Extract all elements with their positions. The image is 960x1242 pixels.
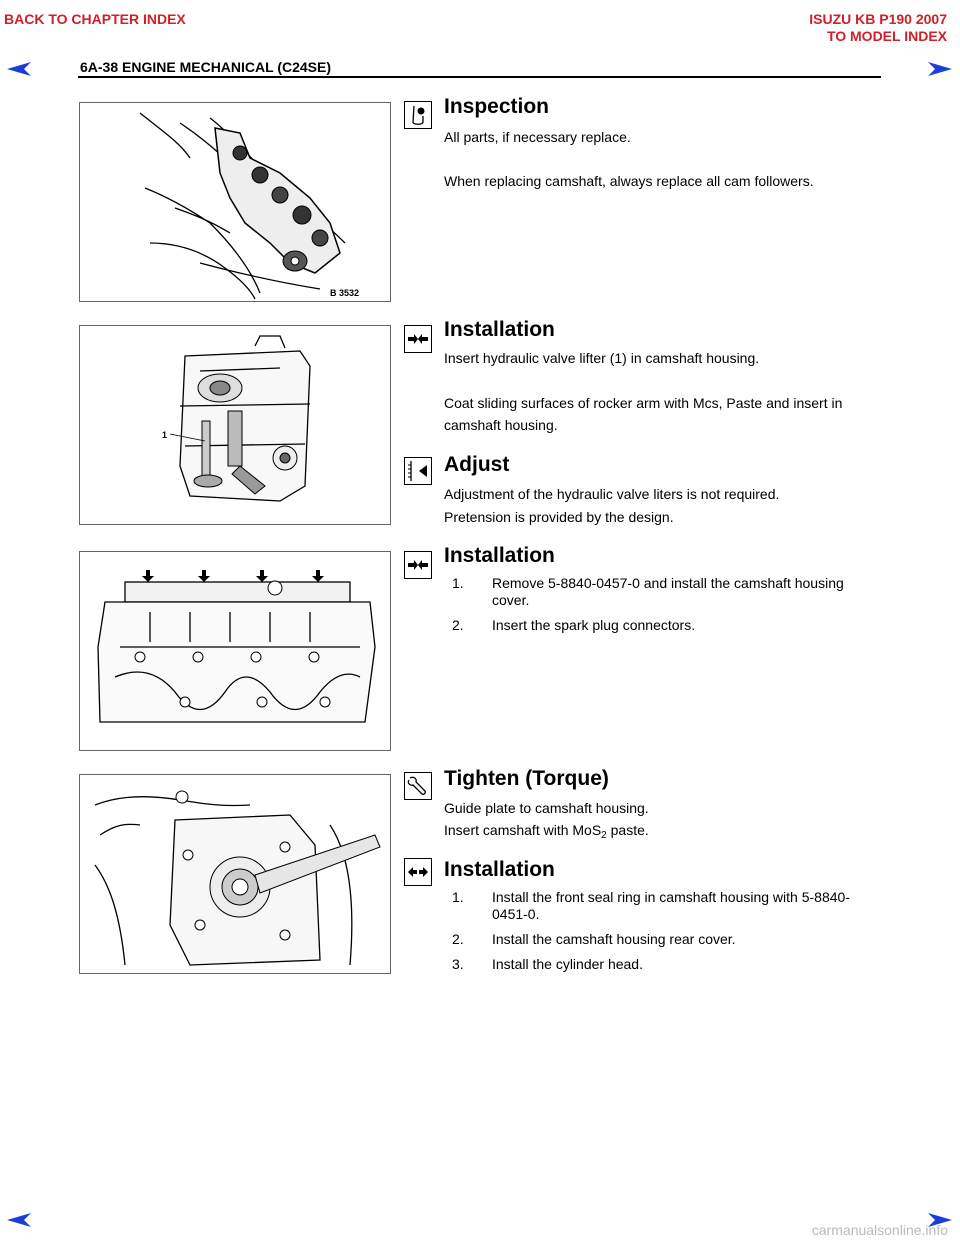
header-rule bbox=[78, 76, 881, 78]
installation-icon-3 bbox=[404, 858, 432, 886]
figure-camshaft-removal bbox=[79, 102, 391, 302]
tighten-title: Tighten (Torque) bbox=[444, 767, 609, 790]
step-text: Install the camshaft housing rear cover. bbox=[492, 931, 736, 947]
figure2-callout-1: 1 bbox=[162, 430, 168, 440]
installation1-text-2: Coat sliding surfaces of rocker arm with Mcs, Paste and insert in camshaft housing. bbox=[444, 395, 843, 433]
inspection-text-1: All parts, if necessary replace. bbox=[444, 129, 631, 145]
list-item bbox=[444, 931, 884, 948]
installation3-steps bbox=[444, 889, 884, 981]
inspection-icon bbox=[404, 101, 432, 129]
figure-camshaft-housing-cover bbox=[79, 551, 391, 751]
tighten-text-2 bbox=[444, 819, 884, 841]
list-item bbox=[444, 889, 884, 923]
installation1-text-1: Insert hydraulic valve lifter (1) in camshaft housing. bbox=[444, 350, 760, 366]
adjust-text-2: Pretension is provided by the design. bbox=[444, 509, 674, 525]
step-number: 3. bbox=[452, 956, 464, 972]
step-number: 1. bbox=[452, 889, 464, 905]
step-text: Remove 5-8840-0457-0 and install the camshaft housing cover. bbox=[492, 575, 844, 608]
list-item bbox=[444, 956, 884, 973]
figure1-label: B 3532 bbox=[330, 288, 360, 298]
installation-icon-2 bbox=[404, 551, 432, 579]
installation-title-1: Installation bbox=[444, 318, 555, 341]
watermark: carmanualsonline.info bbox=[811, 1222, 948, 1238]
adjust-icon bbox=[404, 457, 432, 485]
installation-icon bbox=[404, 325, 432, 353]
inspection-title: Inspection bbox=[444, 95, 550, 118]
step-text: Insert the spark plug connectors. bbox=[492, 617, 696, 633]
model-title: ISUZU KB P190 2007 bbox=[809, 11, 947, 27]
tighten-text-2-sub: 2 bbox=[601, 830, 607, 841]
step-text: Install the front seal ring in camshaft housing with 5-8840-0451-0. bbox=[492, 889, 850, 922]
step-text: Install the cylinder head. bbox=[492, 956, 643, 972]
model-index-link[interactable] bbox=[809, 11, 947, 45]
installation-title-3: Installation bbox=[444, 858, 555, 881]
list-item bbox=[444, 617, 884, 634]
step-number: 1. bbox=[452, 575, 464, 591]
step-number: 2. bbox=[452, 931, 464, 947]
back-to-chapter-index-link[interactable]: BACK TO CHAPTER INDEX bbox=[4, 11, 186, 27]
previous-page-arrow-icon[interactable] bbox=[7, 62, 31, 76]
tighten-text-2-pre: Insert camshaft with MoS bbox=[444, 822, 602, 838]
to-model-index-label: TO MODEL INDEX bbox=[826, 28, 947, 44]
step-number: 2. bbox=[452, 617, 464, 633]
torque-wrench-icon bbox=[404, 772, 432, 800]
figure-hydraulic-valve-lifter bbox=[79, 325, 391, 525]
tighten-text-1: Guide plate to camshaft housing. bbox=[444, 800, 649, 816]
installation-title-2: Installation bbox=[444, 544, 555, 567]
page-header-title: 6A-38 ENGINE MECHANICAL (C24SE) bbox=[80, 59, 332, 75]
next-page-arrow-icon[interactable] bbox=[928, 62, 952, 76]
adjust-text-1: Adjustment of the hydraulic valve liters is not required. bbox=[444, 486, 780, 502]
installation2-steps bbox=[444, 575, 884, 642]
list-item bbox=[444, 575, 884, 609]
figure-guide-plate-torque bbox=[79, 774, 391, 974]
adjust-title: Adjust bbox=[444, 453, 510, 476]
previous-page-arrow-icon-bottom[interactable] bbox=[7, 1213, 31, 1227]
tighten-text-2-post: paste. bbox=[606, 822, 649, 838]
inspection-text-2: When replacing camshaft, always replace all cam followers. bbox=[444, 173, 814, 189]
